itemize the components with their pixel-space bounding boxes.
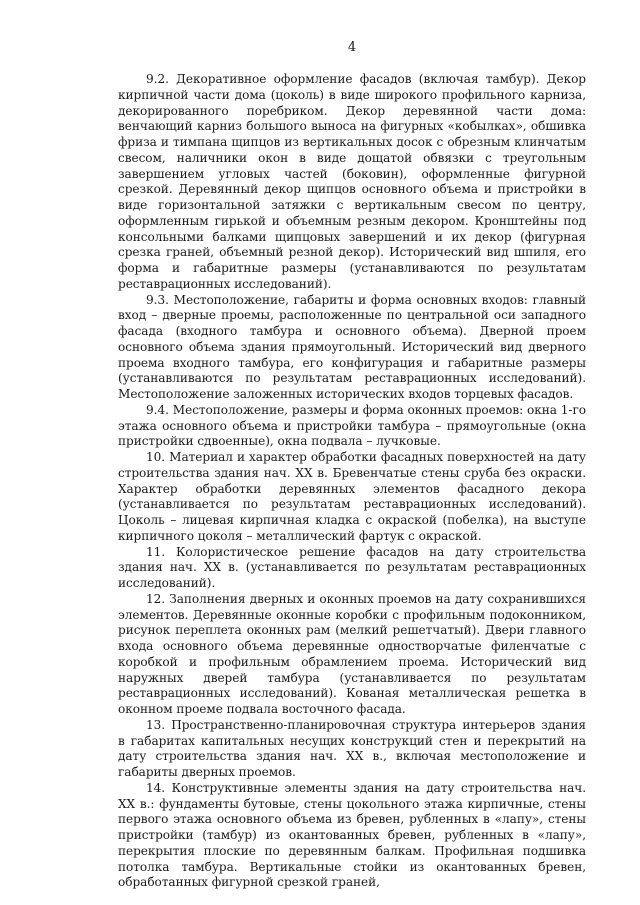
paragraph-11: 11. Колористическое решение фасадов на дату строительства здания нач. XX в. (устанавливается по результатам реставрационных исследований). xyxy=(118,544,586,590)
paragraph-13: 13. Пространственно-планировочная структура интерьеров здания в габаритах капитальных несущих конструкций стен и перекрытий на дату строительства здания нач. XX в., включая местоположение и габариты дверных проемов. xyxy=(118,717,586,779)
page-number: 4 xyxy=(347,40,357,55)
paragraph-9-4: 9.4. Местоположение, размеры и форма оконных проемов: окна 1-го этажа основного объема и пристройки тамбура – прямоугольные (окна пристройки сдвоенные), окна подвала – лучковые. xyxy=(118,402,586,449)
paragraph-9-3: 9.3. Местоположение, габариты и форма основных входов: главный вход – дверные проемы, расположенные по центральной оси западного фасада (входного тамбура и основного объема). Дверной проем основного объема здания прямоугольный. Исторический вид дверного проема входного тамбура, его конфигурация и габаритные размеры (устанавливаются по результатам реставрационных исследований). Местоположение заложенных исторических входов торцевых фасадов. xyxy=(118,292,586,401)
paragraph-10: 10. Материал и характер обработки фасадных поверхностей на дату строительства здания нач. XX в. Бревенчатые стены сруба без окраски. Характер обработки деревянных элементов фасадного декора (устанавливается по результатам реставрационных исследований). Цоколь – лицевая кирпичная кладка с окраской (побелка), на выступе кирпичного цоколя – металлический фартук с окраской. xyxy=(118,450,586,543)
paragraph-9-2: 9.2. Декоративное оформление фасадов (включая тамбур). Декор кирпичной части дома (цоколь) в виде широкого профильного карниза, декорированного поребриком. Декор деревянной части дома: венчающий карниз большого выноса на фигурных «кобылках», обшивка фриза и тимпана щипцов из вертикальных досок с обрезным клинчатым свесом, наличники окон в виде дощатой обвязки с треугольным завершением угловых частей (боковин), оформленные фигурной срезкой. Деревянный декор щипцов основного объема и пристройки в виде горизонтальной затяжки с вертикальным свесом по центру, оформленным гирькой и объемным резным декором. Кронштейны под консольными балками щипцовых завершений и их декор (фигурная срезка граней, объемный резной декор). Исторический вид шпиля, его форма и габаритные размеры (устанавливаются по результатам реставрационных исследований). xyxy=(118,72,586,291)
paragraph-14: 14. Конструктивные элементы здания на дату строительства нач. XX в.: фундаменты бутовые, стены цокольного этажа кирпичные, стены первого этажа основного объема из бревен, рубленных в «лапу», стены пристройки (тамбур) из окантованных бревен, рубленных в «лапу», перекрытия плоские по деревянным балкам. Профильная подшивка потолка тамбура. Вертикальные стойки из окантованных бревен, обработанных фигурной срезкой граней, xyxy=(118,780,586,890)
paragraph-12: 12. Заполнения дверных и оконных проемов на дату сохранившихся элементов. Деревянные оконные коробки с профильным подоконником, рисунок переплета оконных рам (мелкий решетчатый). Двери главного входа основного объема деревянные одностворчатые филенчатые с коробкой и профильным обрамлением проема. Исторический вид наружных дверей тамбура (устанавливается по результатам реставрационных исследований). Кованая металлическая решетка в оконном проеме подвала восточного фасада. xyxy=(118,591,586,716)
